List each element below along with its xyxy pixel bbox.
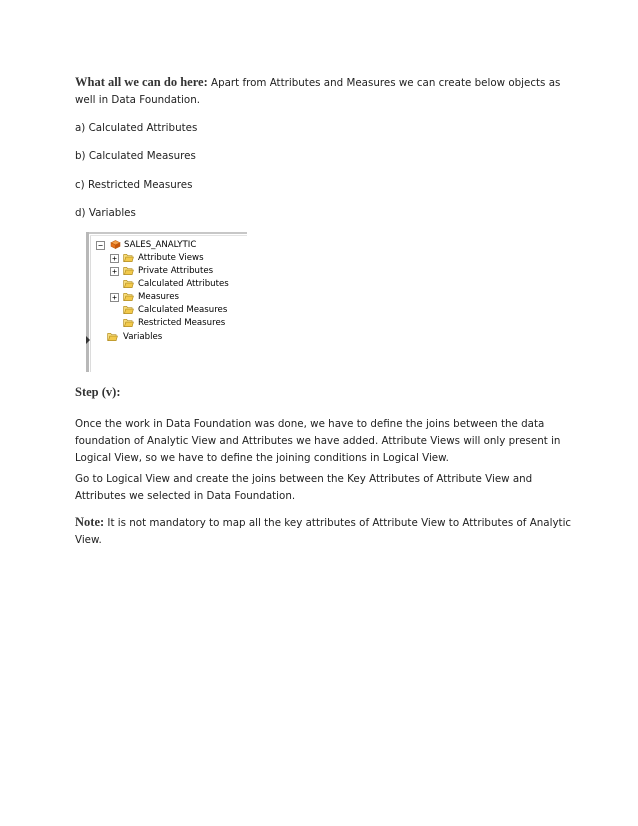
tree-view-screenshot bbox=[86, 232, 247, 372]
tree-top-border bbox=[86, 232, 247, 234]
splitter-grip-icon[interactable] bbox=[86, 336, 90, 344]
tree-label: Variables bbox=[123, 332, 163, 342]
folder-icon bbox=[123, 266, 134, 275]
tree-label: Calculated Attributes bbox=[138, 279, 229, 289]
tree-top-border-inner bbox=[90, 235, 247, 236]
folder-icon bbox=[123, 305, 134, 314]
object-item-variables: d) Variables bbox=[75, 207, 136, 219]
tree-label: Attribute Views bbox=[138, 253, 204, 263]
tree-label: Calculated Measures bbox=[138, 305, 228, 315]
folder-icon bbox=[107, 332, 118, 341]
folder-icon bbox=[123, 279, 134, 288]
cube-icon bbox=[110, 240, 121, 249]
folder-icon bbox=[123, 318, 134, 327]
folder-icon bbox=[123, 253, 134, 262]
intro-paragraph bbox=[75, 74, 575, 109]
tree-root-label: SALES_ANALYTIC bbox=[124, 240, 197, 250]
step-heading: Step (v): bbox=[75, 385, 121, 399]
object-item-calculated-measures: b) Calculated Measures bbox=[75, 150, 196, 162]
expand-icon[interactable]: + bbox=[110, 254, 119, 263]
tree-label: Restricted Measures bbox=[138, 318, 226, 328]
expand-icon[interactable]: + bbox=[110, 267, 119, 276]
folder-icon bbox=[123, 292, 134, 301]
expand-icon[interactable]: + bbox=[110, 293, 119, 302]
note-paragraph bbox=[75, 514, 575, 549]
object-item-calculated-attributes: a) Calculated Attributes bbox=[75, 122, 198, 134]
object-item-restricted-measures: c) Restricted Measures bbox=[75, 179, 193, 191]
tree-left-border-inner bbox=[90, 236, 91, 372]
tree-label: Measures bbox=[138, 292, 180, 302]
tree-label: Private Attributes bbox=[138, 266, 214, 276]
step-paragraph-1: Once the work in Data Foundation was done, we have to define the joins between the data foundation of Analytic View and Attributes we have added. Attribute Views will only present in Logical View, so we have to define the joining conditions in Logical View. bbox=[75, 418, 561, 464]
note-lead: Note: bbox=[75, 515, 105, 529]
step-paragraph-2: Go to Logical View and create the joins between the Key Attributes of Attribute View and Attributes we selected in Data Foundation. bbox=[75, 473, 533, 502]
tree-left-border bbox=[86, 232, 89, 372]
intro-text: Apart from Attributes and Measures we can create below objects as well in Data Foundation. bbox=[75, 77, 561, 106]
intro-lead: What all we can do here: bbox=[75, 75, 208, 89]
note-text: It is not mandatory to map all the key attributes of Attribute View to Attributes of Analytic View. bbox=[75, 517, 572, 546]
collapse-icon[interactable]: − bbox=[96, 241, 105, 250]
